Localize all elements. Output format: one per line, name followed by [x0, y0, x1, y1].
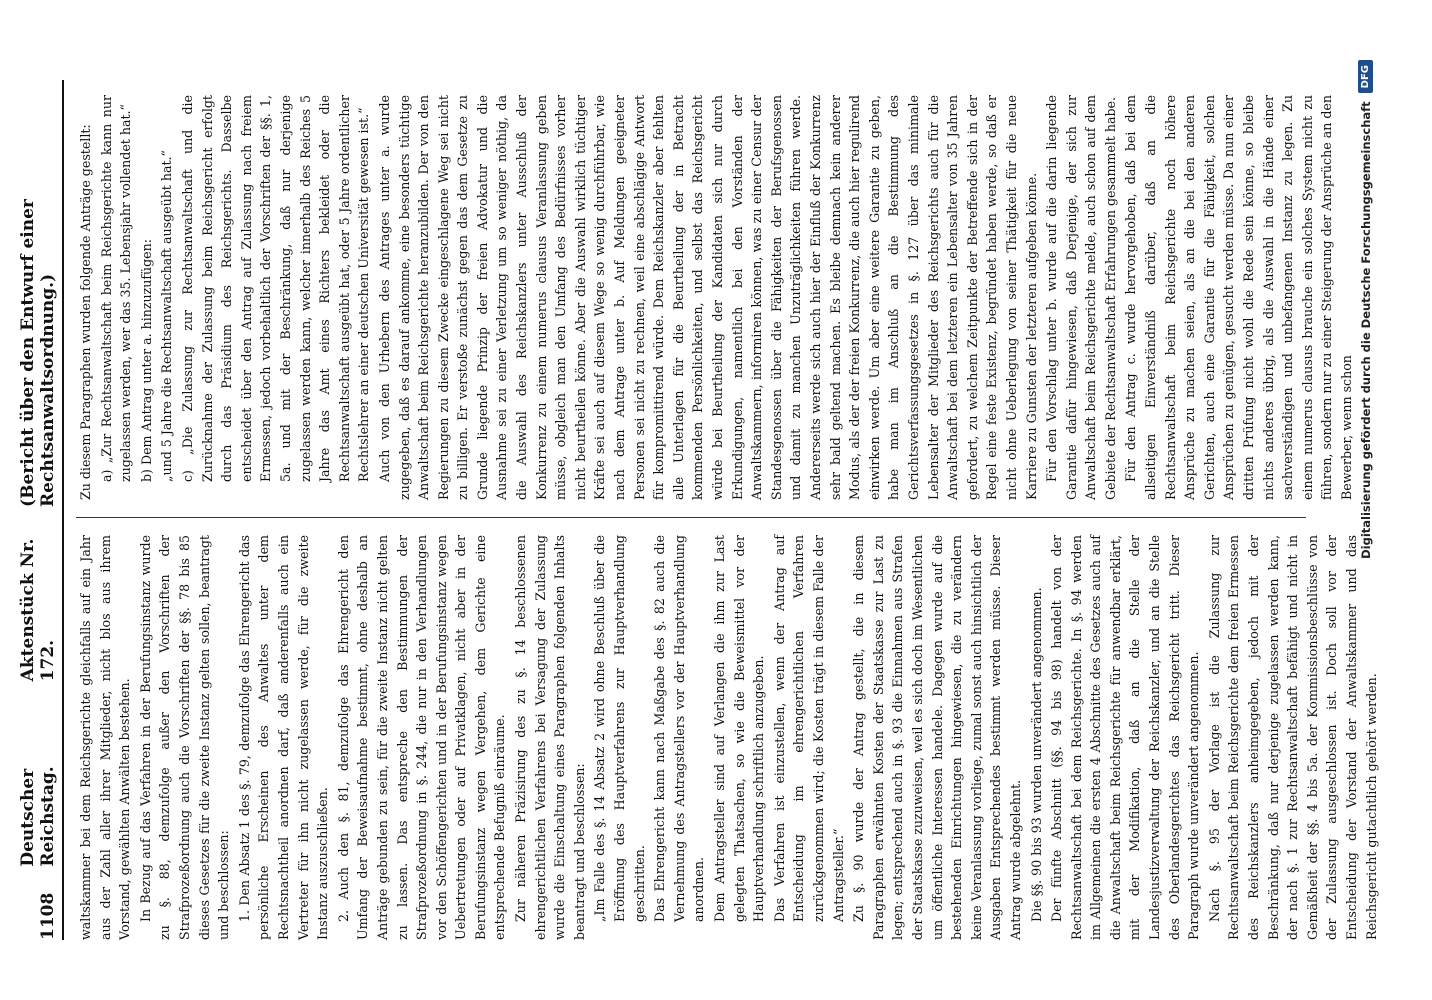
paragraph: „Im Falle des §. 14 Absatz 2 wird ohne Beschluß über die Eröffnung des Hauptverfahrens zur Hauptverhandlung geschritten. [592, 535, 647, 922]
dfg-logo: DFG [1358, 60, 1373, 93]
paragraph: Dem Antragsteller sind auf Verlangen die ihm zur Last gelegten Thatsachen, so wie die Beweismittel vor der Hauptverhandlung schriftlich anzugeben. [712, 535, 767, 922]
column-divider [76, 517, 1306, 518]
header-doc: Aktenstück Nr. 172. [18, 538, 58, 682]
paragraph: c) „Die Zulassung zur Rechtsanwaltschaft und die Zurücknahme der Zulassung beim Reichsgericht erfolgt durch das Präsidium des Reichsgerichts. Dasselbe entscheidet über den Antrag auf Zulassung nach freiem Ermessen, jedoch vorbehaltlich der Vorschriften der §§. 1, 5a. und mit der Beschränkung, daß nur derjenige zugelassen werden kann, welcher innerhalb des Reiches 5 Jahre das Amt eines Richters bekleidet oder die Rechtsanwaltschaft ausgeübt hat, oder 5 Jahre ordentlicher Rechtslehrer an einer deutschen Universität gewesen ist.“ [179, 95, 372, 482]
paragraph: 2. Auch den §. 81, demzufolge das Ehrengericht den Umfang der Beweisaufnahme bestimmt, ohne deshalb an Anträge gebunden zu sein, für die zweite Instanz nicht gelten zu lassen. Das entspreche den Bestimmungen der Strafprozeßordnung in §. 244, die nur in den Verhandlungen vor den Schöffengerichten und in der Berufungsinstanz wegen Uebertretungen oder auf Privatklagen, nicht aber in der Berufungsinstanz wegen Vergehen, dem Gerichte eine entsprechende Befugniß einräume. [335, 535, 508, 940]
paragraph: Nach §. 95 der Vorlage ist die Zulassung zur Rechtsanwaltschaft beim Reichsgerichte dem freien Ermessen des Reichskanzlers anheimgegeben, jedoch mit der Beschränkung, daß nur derjenige zugelassen werden kann, der nach §. 1 zur Rechtsanwaltschaft befähigt und nicht in Gemäßheit der §§. 4 bis 5a. der Kommissionsbeschlüsse von der Zulassung ausgeschlossen ist. Doch soll vor der Entscheidung der Vorstand der Anwaltskammer und das Reichsgericht gutachtlich gehört werden. [1206, 535, 1379, 940]
paragraph: Zu §. 90 wurde der Antrag gestellt, die in diesem Paragraphen erwähnten Kosten der Staatskasse zur Last zu legen; entsprechend auch in §. 93 die Einnahmen aus Strafen der Staatskasse zuzuweisen, weil es sich doch im Wesentlichen um öffentliche Interessen handele. Dagegen wurde auf die bestehenden Einrichtungen hingewiesen, die zu verändern keine Veranlassung vorliege, zumal sonst auch hinsichtlich der Ausgaben Entsprechendes bestimmt werden müsse. Dieser Antrag wurde abgelehnt. [851, 535, 1023, 940]
paragraph: Für den Antrag c. wurde hervorgehoben, daß bei dem allseitigen Einverständniß darüber, daß an die Rechtsanwaltschaft beim Reichsgerichte noch höhere Ansprüche zu machen seien, als an die bei den anderen Gerichten, auch eine Garantie für die Fähigkeit, solchen Ansprüchen zu genügen, gesucht werden müsse. Da nun einer dritten Prüfung nicht wohl die Rede sein könne, so bleibe nichts anderes übrig, als die Auswahl in die Hände einer sachverständigen und unbefangenen Instanz zu legen. Zu einem numerus clausus brauche ein solches System nicht zu führen, sondern nur zu einer Steigerung der Ansprüche an den Bewerber, wenn schon [1123, 95, 1354, 500]
paragraph: Auch von den Urhebern des Antrages unter a. wurde zugegeben, daß es darauf ankomme, eine besonders tüchtige Anwaltschaft beim Reichsgerichte heranzubilden. Der von den Regierungen zu diesem Zwecke eingeschlagene Weg sei nicht zu billigen. Er verstoße zunächst gegen das dem Gesetze zu Grunde liegende Prinzip der freien Advokatur und die Ausnahme sei zu einer Verletzung um so weniger nöthig, da die Auswahl des Reichskanzlers unter Ausschluß der Konkurrenz zu einem numerus clausus Veranlassung geben müsse, obgleich man den Umfang des Bedürfnisses vorher nicht beurtheilen könne. Aber die Auswahl wirklich tüchtiger Kräfte sei auch auf diesem Wege so wenig durchführbar, wie nach dem Antrage unter b. Auf Meldungen geeigneter Personen sei nicht zu rechnen, weil eine abschlägige Antwort für kompromittirend würde. Dem Reichskanzler aber fehlten alle Unterlagen für die Beurtheilung der in Betracht kommenden Persönlichkeiten, und selbst das Reichsgericht würde bei Beurtheilung der Kandidaten sich nur durch Erkundigungen, namentlich bei den Vorständen der Anwaltskammern, informiren können, was zu einer Censur der Standesgenossen über die Fähigkeiten der Berufsgenossen und damit zu manchen Unzuträglichkeiten führen werde. Andererseits werde sich auch hier der Einfluß der Konkurrenz sehr bald geltend machen. Es bleibe demnach kein anderer Modus, als der der freien Konkurrenz, die auch hier regulirend einwirken werde. Um aber eine weitere Garantie zu geben, habe man im Anschluß an die Bestimmung des Gerichtsverfassungsgesetzes in §. 127 über das minimale Lebensalter der Mitglieder des Reichsgerichts auch für die Anwaltschaft bei dem letzteren ein Lebensalter von 35 Jahren gefordert, zu welchem Zeitpunkte der Betreffende sich in der Regel eine feste Existenz, begründet haben werde, so daß er nicht ohne Ueberlegung von seiner Thätigkeit für die neue Karriere zu Gunsten der letzteren aufgeben könne. [376, 95, 1039, 500]
page-number: 1108 [38, 892, 58, 940]
left-column [76, 535, 1379, 940]
paragraph: Zur näheren Präzisirung des zu §. 14 beschlossenen ehrengerichtlichen Verfahrens bei Versagung der Zulassung wurde die Einschaltung eines Paragraphen folgenden Inhalts beantragt und beschlossen: [513, 535, 587, 940]
paragraph: Der fünfte Abschnitt (§§. 94 bis 98) handelt von der Rechtsanwaltschaft bei dem Reichsgerichte. In §. 94 werden im Allgemeinen die ersten 4 Abschnitte des Gesetzes auch auf die Anwaltschaft beim Reichsgerichte für anwendbar erklärt, mit der Modifikation, daß an die Stelle der Landesjustizverwaltung der Reichskanzler, und an die Stelle des Oberlandesgerichtes das Reichsgericht tritt. Dieser Paragraph wurde unverändert angenommen. [1049, 535, 1202, 940]
paragraph: waltskammer bei dem Reichsgerichte gleichfalls auf ein Jahr aus der Zahl aller ihrer Mitglieder, nicht blos aus ihrem Vorstand, gewählten Anwälten bestehen. [78, 535, 133, 940]
paragraph: Zu diesem Paragraphen wurden folgende Anträge gestellt: [78, 124, 93, 500]
paragraph: „und 5 Jahre die Rechtsanwaltschaft ausgeübt hat.“ [159, 150, 175, 482]
right-column [76, 95, 1354, 500]
credit-text: Digitalisierung gefördert durch die Deutsche Forschungsgemeinschaft [1358, 101, 1373, 559]
paragraph: Die §§. 90 bis 93 wurden unverändert angenommen. [1028, 587, 1044, 922]
paragraph: 1. Den Absatz 1 des §. 79, demzufolge das Ehrengericht das persönliche Erscheinen des Anwaltes unter dem Rechtsnachtheil anordnen darf, daß anderenfalls auch ein Vertreter für ihn nicht zugelassen werde, für die zweite Instanz auszuschließen. [236, 535, 331, 940]
page-footer [1340, 0, 1400, 1000]
paragraph: Das Verfahren ist einzustellen, wenn der Antrag auf Entscheidung im ehrengerichtlichen Verfahren zurückgenommen wird; die Kosten trägt in diesem Falle der Antragsteller.“ [771, 535, 846, 922]
header-subtitle: (Bericht über den Entwurf einer Rechtsanwaltsordnung.) [18, 199, 58, 507]
paragraph: Das Ehrengericht kann nach Maßgabe des §. 82 auch die Vernehmung des Antragstellers vor der Hauptverhandlung anordnen. [652, 535, 707, 922]
paragraph: b) Dem Antrag unter a. hinzuzufügen: [138, 239, 154, 482]
digitization-credit [1358, 60, 1373, 559]
header-title: Deutscher Reichstag. [18, 766, 58, 867]
running-header [18, 80, 64, 940]
paragraph: a) „Zur Rechtsanwaltschaft beim Reichsgerichte kann nur zugelassen werden, wer das 35. Lebensjahr vollendet hat.“ [98, 95, 134, 482]
paragraph: Für den Vorschlag unter b. wurde auf die darin liegende Garantie dafür hingewiesen, daß Derjenige, der sich zur Anwaltschaft beim Reichsgerichte melde, auch schon auf dem Gebiete der Rechtsanwaltschaft Erfahrungen gesammelt habe. [1044, 95, 1118, 500]
paragraph: In Bezug auf das Verfahren in der Berufungsinstanz wurde zu §. 88, demzufolge außer den Vorschriften der Strafprozeßordnung auch die Vorschriften der §§. 78 bis 85 dieses Gesetzes für die zweite Instanz gelten sollen, beantragt und beschlossen: [137, 535, 232, 940]
